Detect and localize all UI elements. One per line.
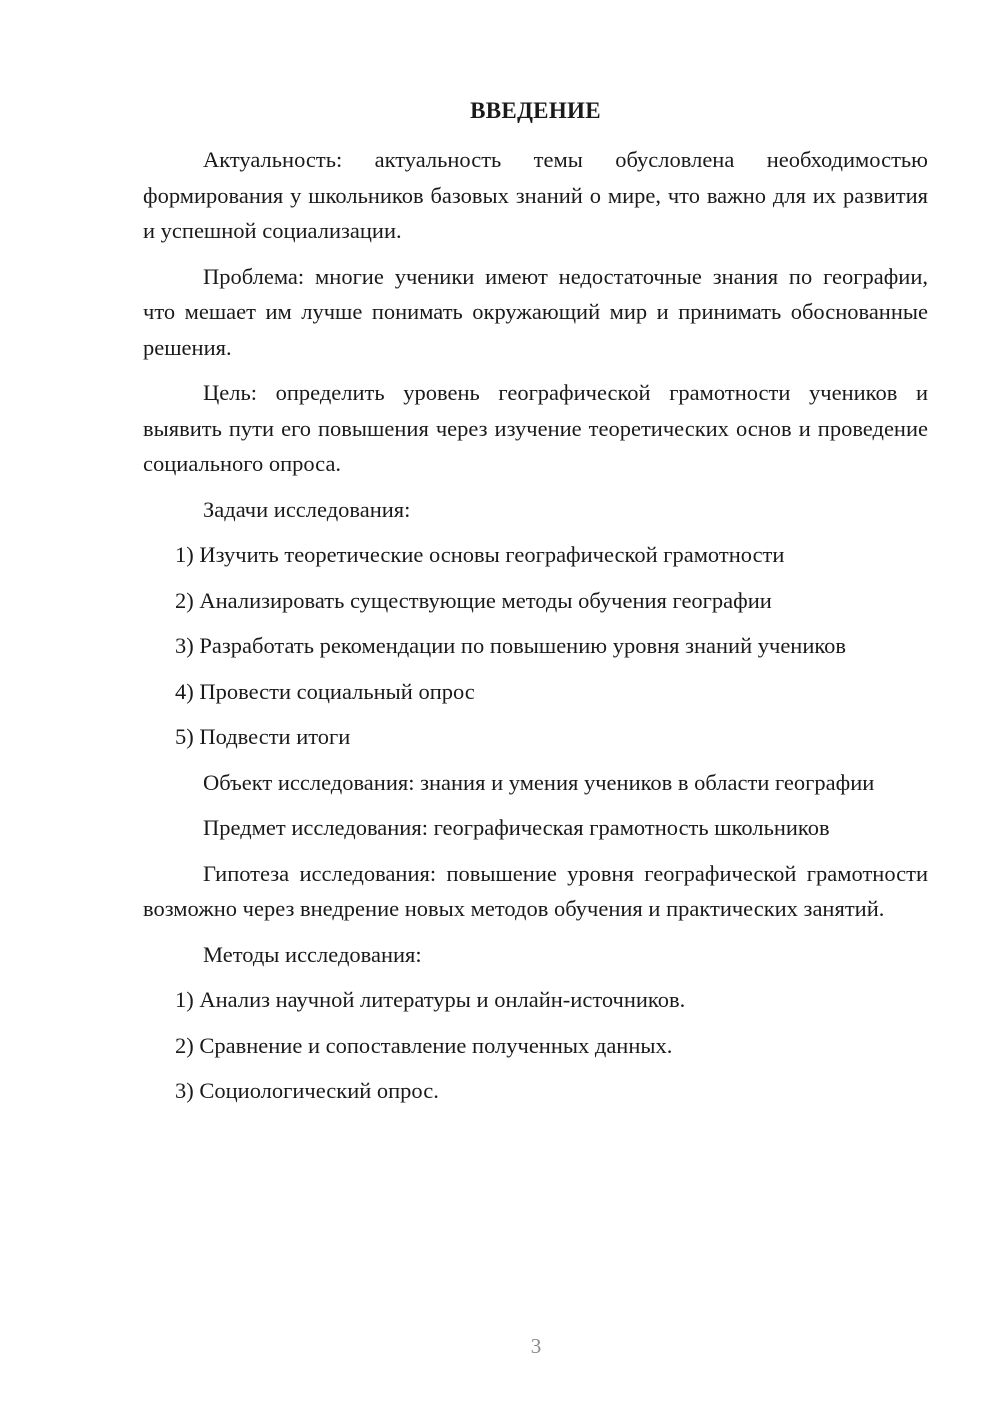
task-item: 1) Изучить теоретические основы географической грамотности (175, 542, 785, 567)
hypothesis-paragraph: Гипотеза исследования: повышение уровня географической грамотности возможно через внедрение новых методов обучения и практических занятий. (143, 860, 928, 921)
problem-paragraph: Проблема: многие ученики имеют недостаточные знания по географии, что мешает им лучше понимать окружающий мир и принимать обоснованные решения. (143, 263, 928, 360)
task-item: 2) Анализировать существующие методы обучения географии (175, 587, 772, 613)
subject-paragraph: Предмет исследования: географическая грамотность школьников (203, 815, 830, 840)
methods-heading: Методы исследования: (203, 941, 422, 967)
task-item: 4) Провести социальный опрос (175, 678, 475, 704)
task-item: 5) Подвести итоги (175, 724, 351, 749)
page-number: 3 (530, 1334, 542, 1358)
method-item: 1) Анализ научной литературы и онлайн-источников. (175, 987, 686, 1012)
method-item: 2) Сравнение и сопоставление полученных данных. (175, 1032, 673, 1058)
task-item: 3) Разработать рекомендации по повышению уровня знаний учеников (175, 633, 847, 658)
relevance-paragraph: Актуальность: актуальность темы обусловлена необходимостью формирования у школьников базовых знаний о мире, что важно для их развития и успешной социализации. (143, 147, 928, 243)
object-paragraph: Объект исследования: знания и умения учеников в области географии (203, 769, 875, 795)
page-title: ВВЕДЕНИЕ (470, 98, 601, 123)
method-item: 3) Социологический опрос. (175, 1078, 439, 1103)
tasks-heading: Задачи исследования: (203, 496, 411, 522)
document-body (143, 142, 928, 1119)
goal-paragraph: Цель: определить уровень географической грамотности учеников и выявить пути его повышения через изучение теоретических основ и проведение социального опроса. (143, 380, 928, 476)
